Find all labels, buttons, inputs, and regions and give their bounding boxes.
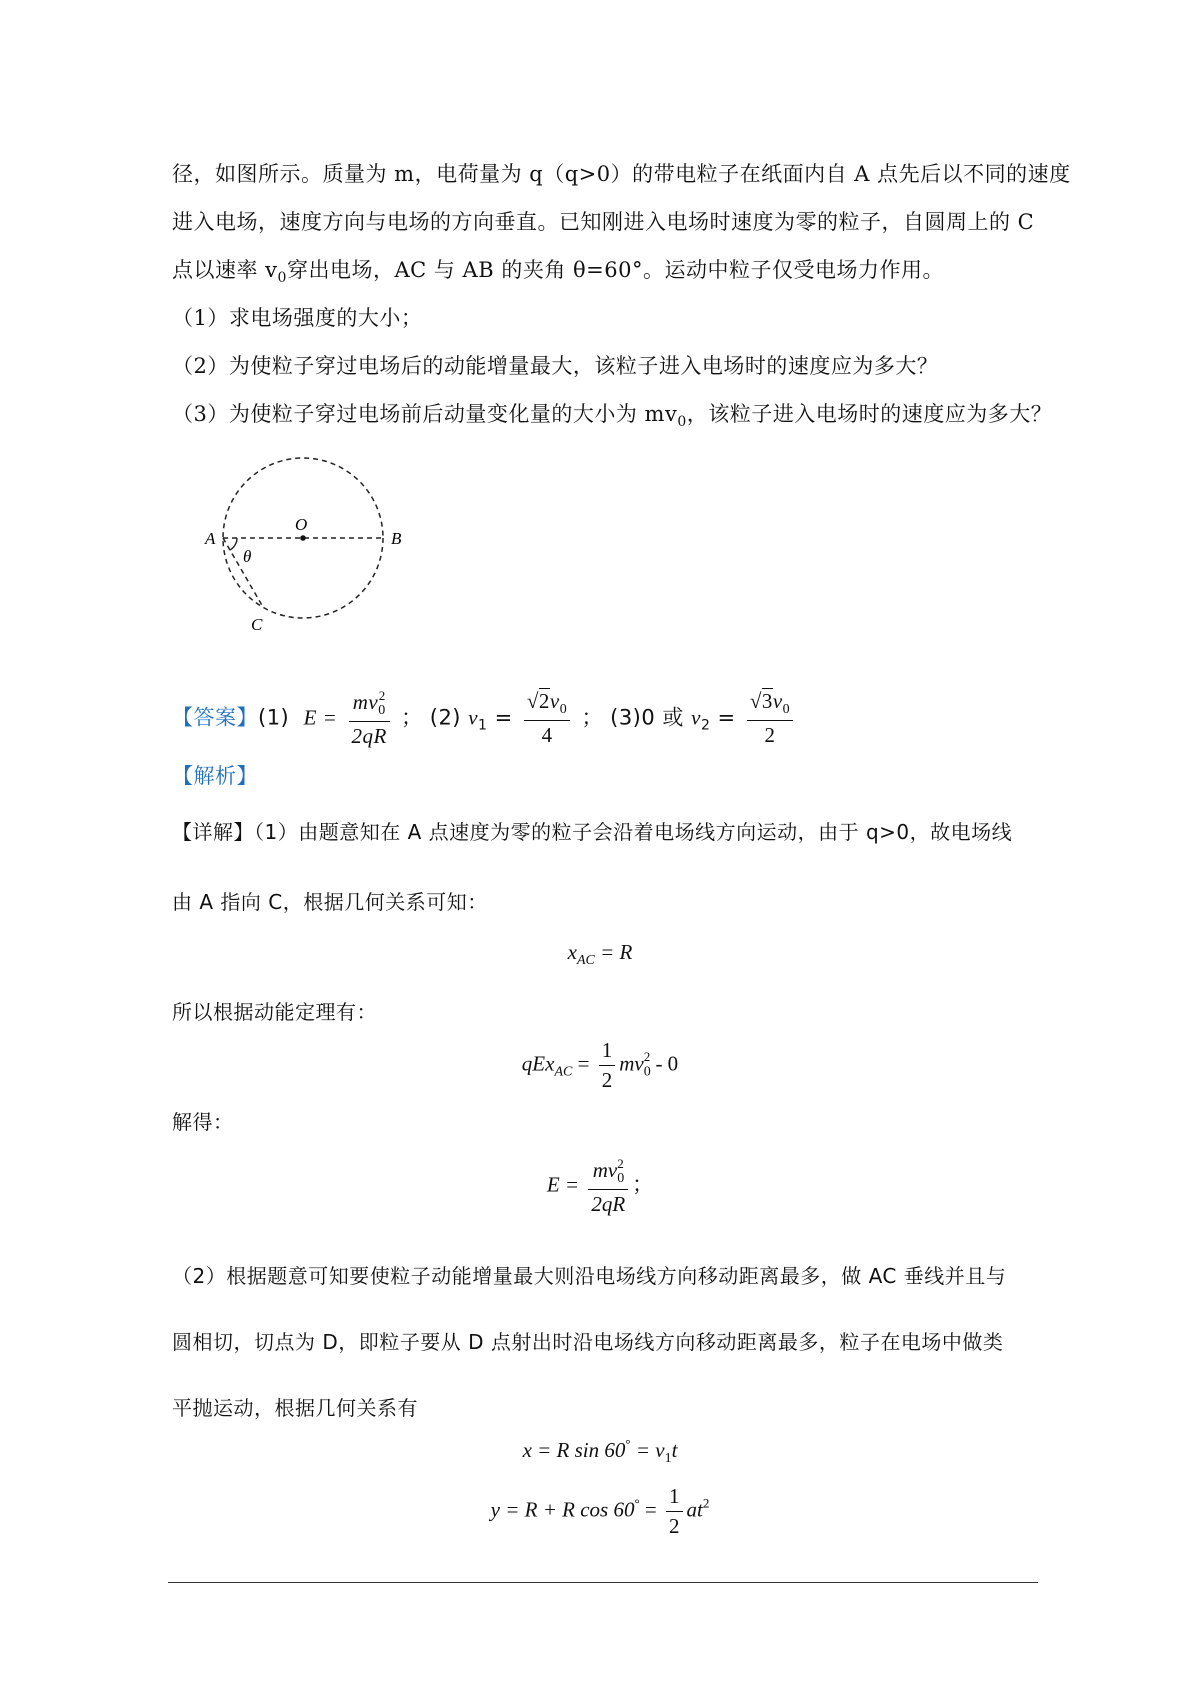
question-1: （1）求电场强度的大小；: [172, 306, 423, 330]
label-c: C: [251, 615, 263, 634]
circle-field-diagram: [195, 450, 415, 650]
answer-2-fraction: $\frac{√2v_0}{4}$: [524, 689, 570, 748]
footer-rule: [168, 1582, 1038, 1583]
detail-line-6: 圆相切，切点为 D，即粒子要从 D 点射出时沿电场线方向移动距离最多，粒子在电场中做类: [172, 1330, 1004, 1354]
problem-line-1: 径，如图所示。质量为 m，电荷量为 q（q>0）的带电粒子在纸面内自 A 点先后以不同的速度: [172, 162, 1071, 186]
center-point: [300, 535, 306, 541]
equation-xac: $x_{AC} = R$: [567, 940, 633, 968]
question-3: （3）为使粒子穿过电场前后动量变化量的大小为 $mv_0$，该粒子进入电场时的速度应为多大？: [172, 402, 1053, 430]
label-o: O: [295, 515, 308, 534]
question-2: （2）为使粒子穿过电场后的动能增量最大，该粒子进入电场时的速度应为多大？: [172, 354, 939, 378]
label-a: A: [205, 529, 216, 548]
equation-work-energy: qEx$_{AC}$ = $\frac{1}{2}$ $mv_0^2 - 0$: [521, 1038, 679, 1092]
answer-1-fraction: $\frac{mv_0^2}{2qR}$: [349, 688, 390, 749]
equation-e-field: E = $\frac{mv_0^2}{2qR}$ ；: [546, 1156, 654, 1216]
equation-y: y = R + R cos 60° = $\frac{1}{2}$ $at^2$: [490, 1484, 710, 1538]
detail-line-5: （2）根据题意可知要使粒子动能增量最大则沿电场线方向移动距离最多，做 AC 垂线并且与: [172, 1264, 1007, 1288]
analysis-tag: 【解析】: [172, 764, 258, 788]
detail-line-4: 解得：: [172, 1110, 234, 1134]
equation-x: x = R $\sin 60^\circ = v_1t$: [522, 1436, 678, 1466]
answer-3-fraction: $\frac{√3v_0}{2}$: [747, 689, 793, 748]
answer-line: 【答案】(1) E = $\frac{mv_0^2}{2qR}$ ； (2) $v_1$ = $\frac{√2v_0}{4}$ ； (3)0 或 $v_2$ = $\frac{√3v_0}{2}$: [172, 688, 797, 749]
label-theta: θ: [243, 547, 252, 566]
problem-line-3: 点以速率 $v_0$穿出电场，AC 与 AB 的夹角 θ=60°。运动中粒子仅受电场力作用。: [172, 258, 944, 286]
detail-tag: 【详解】: [172, 820, 254, 844]
detail-line-1: 【详解】（1）由题意知在 A 点速度为零的粒子会沿着电场线方向运动，由于 q>0，故电场线: [172, 820, 1013, 844]
detail-line-7: 平抛运动，根据几何关系有: [172, 1396, 418, 1420]
answer-tag: 【答案】: [172, 705, 258, 730]
problem-line-2: 进入电场，速度方向与电场的方向垂直。已知刚进入电场时速度为零的粒子，自圆周上的 C: [172, 210, 1035, 234]
detail-line-3: 所以根据动能定理有：: [172, 1000, 377, 1024]
theta-arc: [230, 538, 237, 550]
detail-line-2: 由 A 指向 C，根据几何关系可知：: [172, 890, 488, 914]
label-b: B: [391, 529, 402, 548]
